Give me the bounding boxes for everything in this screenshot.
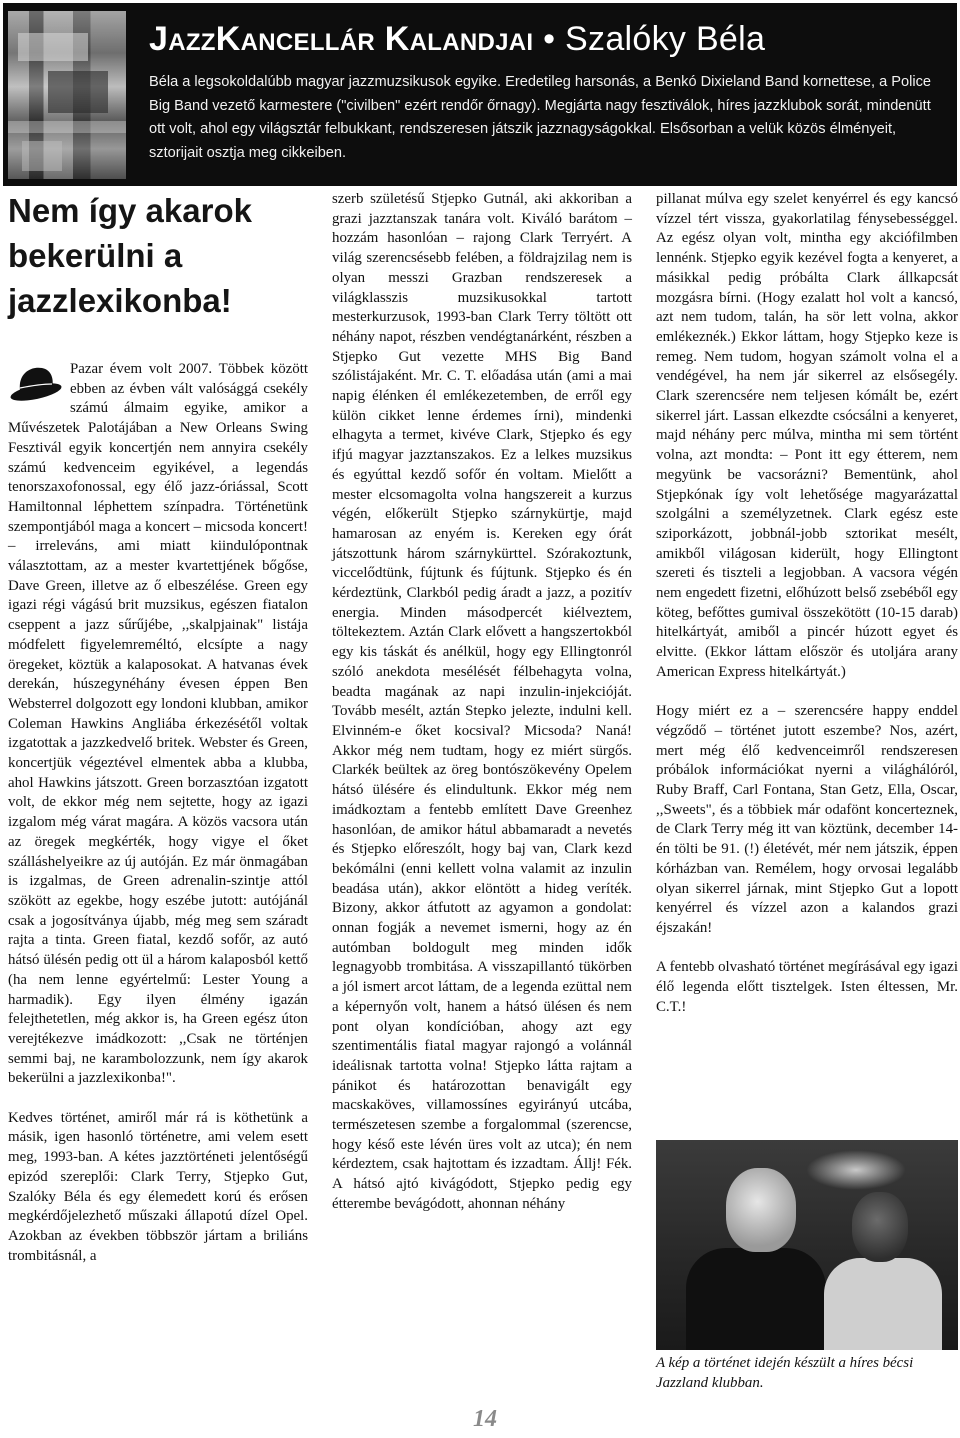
column-1 (8, 360, 308, 1266)
paragraph-2: Kedves történet, amiről már rá is köthetünk a másik, igen hasonló történetre, ami velem esett meg, 1993-ban. A kétes jazztörténeti jelentőségű epizód szereplői: Clark Terry, Stjepko Gut, Szalóky Béla és egy élemedett korú és erősen megkérdőjelezhető műszaki állapotú dízel Opel. Azokban az években többször jártam a briliáns trombitásnál, a (8, 1109, 308, 1264)
paragraph-1 (8, 360, 308, 1089)
paragraph-2-end: pillanat múlva egy szelet kenyérrel és egy kancsó vízzel tért vissza, gyakorlatilag fénysebességgel. Az egész olyan volt, mintha egy akciófilmben lennénk. Stjepko egyik kezével fogta a kenyeret, a másikkal pedig próbálta Clark állkapcsát mozgásra bírni. (Hogy ezalatt hol volt a kancsó, azt nem tudom, talán, ha sör lett volna, akkor emlékeznék.) Ekkor láttam, hogy Stjepko keze is remeg. Nem tudom, hogyan számolt volna el a vendégével, ha nem jár sikerrel az elsősegély. Clark szerencsére nem teljesen kómált be, ezért sikerrel járt. Lassan elkezdte csócsálni a kenyeret, majd néhány perc múlva, mintha mi sem történt volna, azt mondta: – Pont itt egy étterem, nem megyünk be vacsorázni? Bementünk, ahol Stjepkónak így volt lehetősége magyarázattal szolgálni a személyzetnek. Clark egész este sziporkázott, jobbnál-jobb sztorikat mesélt, amikből világosan kiderült, hogy Ellingtont szereti és tiszteli a legjobban. A vacsora végén nem engedett fizetni, előhúzott belső zsebéből egy köteg, befőttes gumival összekötött (10-15 darab) hitelkártyát, amiből a pincér húzott egyet és elvitte. (Ekkor láttam először és utoljára arany American Express hitelkártyát.) (656, 191, 958, 680)
author-name: Szalóky Béla (565, 20, 766, 58)
paragraph-2-cont: szerb születésű Stjepko Gutnál, aki akkoriban a grazi jazztanszak tanára volt. Kiváló barátom – hozzám hasonlóan – rajong Clark Terryért. A világ szerencsésebb felében, a földrajzilag nem is olyan messzi Grazban rendszeresek a világklasszis muzsikusokkal tartott mesterkurzusok, 1993-ban Clark Terry töltött ott néhány napot, részben vendégtanárként, részben a Stjepko Gut vezette MHS Big Band szólistájaként. Mr. C. T. előadása után (ami a mai napig élénken él emlékezetemben, de erről egy külön cikket lenne érdemes írni), mindenki elhagyta a termet, kivéve Clark, Stjepko és egy ifjú magyar jazztanszakos. Ez a lelkes muzsikus és egyúttal kezdő sofőr én voltam. Mielőtt a mester elcsomagolta volna hangszereit a kurzus végén, előkerült Stjepko szárnykürtje, majd hamarosan az enyém is. Kereken egy órát játszottunk három szárnykürttel. Szórakoztunk, viccelődtünk, fújtunk és fújtunk. Stjepko és én kérdeztünk, Clarkból pedig áradt a jazz, a pozitív energia. Minden másodpercét kiélveztem, töltekeztem. Aztán Clark elővett a hangszertokból egy kis táskát és anélkül, hogy egy Ellingtonról szóló anekdota mesélését félbehagyta volna, beadta magának az napi inzulin-injekcióját. Tovább mesélt, aztán Stepko jelezte, indulni kell. Elvinném-e őket kocsival? Micsoda? Naná! Akkor még nem tudtam, hogy ez miért sürgős. Clarkék beültek az öreg bontószökevény Opelem hátsó ülésére és elindultunk. Ekkor még nem imádkoztam a fentebb említett Dave Greenhez hasonlóan, de amikor hátul abbamaradt a nevetés és Stjepko előreszólt, hogy baj van, Clark kezd bekómálni (enni kellett volna valamit az inzulin beadása után), akkor elöntött a hideg veríték. Bizony, akkor átfutott az agyamon a gondolat: onnan fogják a nevemet ismerni, hogy az én autómban boldogult meg minden idők legnagyobb trombitása. A visszapillantó tükörben a jól ismert arcot láttam, de a legenda ezüttal nem a képernyőn volt, hanem a hátsó ülésen és nem pont olyan kondícióban, ahogy azt egy szentimentális fiatal magyar rajongó a volánnál ideálisnak tartotta volna! Stjepko látta rajtam a pánikot és határozottan benavigált egy macskaköves, villamossínes egyirányú utcába, természetesen szembe a forgalommal (szerencse, hogy késő este lévén üres volt az utca); én nem kérdeztem, csak hajtottam és izzadtam. Állj! Fék. A hátsó ajtó kivágódott, Stjepko pedig egy étterembe bevágódott, ahonnan néhány (332, 191, 632, 1212)
header-banner (3, 3, 957, 186)
article-title: Nem így akarok bekerülni a jazzlexikonba! (8, 192, 252, 319)
paragraph-4: A fentebb olvasható történet megírásával egy igazi élő legenda előtt tisztelgek. Isten éltessen, Mr. C.T.! (656, 959, 958, 1015)
page-number: 14 (473, 1406, 497, 1432)
column-3 (656, 190, 958, 1018)
photo-caption: A kép a történet idején készült a híres bécsi Jazzland klubban. (656, 1355, 914, 1391)
title-separator: • (533, 20, 566, 58)
hat-icon (8, 362, 64, 402)
paragraph-1-text: Pazar évem volt 2007. Többek között ebben az évben vált valósággá csekély számú álmaim egyike, amikor a Művészetek Palotájában a New Orleans Swing Fesztivál egyik koncertjén nem annyira csekély számú kedvenceim egyikével, a legendás tenorszaxofonossal, egy élő jazz-óriással, Scott Hamiltonnal léphettem színpadra. Történetünk szempontjából maga a koncert – micsoda koncert! – irreleváns, ami miatt kiindulópontnak választottam, az a mester kvartettjének bőgőse, Dave Green, illetve az ő elbeszélése. Green egy igazi régi vágású brit muzsikus, egészen fiatalon cseppent a jazz sűrűjébe, ,,skalpjainak" listája módfelett figyelemreméltó, elcsípte a nagy öregeket, köztük a kalaposokat. A hatvanas évek derekán, húszegynéhány évesen éppen Ben Websterrel dolgozott egy londoni klubban, amikor Coleman Hawkins Angliába érkezésétől voltak izgatottak a jazzkedvelő britek. Webster és Green, koncertjük végeztével elmentek abba a klubba, ahol Hawkins játszott. Green borzasztóan izgatott volt, de ekkor még nem sejtette, hogy az igazi izgalom még várat magára. A közös vacsora után az öregek megkérték, hogy vigye el őket szálláshelyeikre az új autóján. Ez már önmagában is izgalmas, de Green adrenalin-szintje attól szökött az egekbe, hogy eszébe jutott: autójánál csak a jogosítványa újabb, még meg sem száradt rajta a tinta. Green fiatal, kezdő sofőr, az autó hátsó ülésén pedig ott ül a három kalaposból kettő (ha nem lenne egyértelmű: Lester Young a harmadik). Egy ilyen élmény igazán felejthetetlen, még akkor is, ha Green egész úton verejtékezve imádkozott: ,,Csak ne történjen semmi baj, ne karambolozzunk, nem így akarok bekerülni a jazzlexikonba!". (8, 361, 308, 1087)
series-name: JazzKancellár Kalandjai (149, 20, 534, 58)
author-intro: Béla a legsokoldalúbb magyar jazzmuzsikusok egyike. Eredetileg harsonás, a Benkó Dixieland Band kornettese, a Police Big Band vezető karmestere ("civilben" ezért rendőr őrnagy). Megjárta nagy fesztiválok, híres jazzklubok sorát, mindenütt ott volt, ahol egy világsztár felbukkant, rendszeresen játszik jazznagyságokkal. Elsősorban a velük közös élményeit, sztorijait osztja meg cikkeiben. (149, 74, 932, 161)
paragraph-3: Hogy miért ez a – szerencsére happy enddel végződő – történet jutott eszembe? Nos, azért, mert még élő kedvenceimről rendszeresen próbálok információkat nyerni a világhálóról, Ruby Braff, Carl Fontana, Stan Getz, Ella, Oscar, ,,Sweets", és a többiek már odafönt koncerteznek, de Clark Terry még itt van köztünk, december 14-én tölti be 91. (!) életévét, mér nem játszik, éppen kórházban van. Remélem, hogy orvosai legalább olyan sikerrel járnak, mint Stjepko Gut a lopott kenyérrel és vízzel azon a kalandos grazi éjszakán! (656, 703, 958, 936)
column-2 (332, 190, 632, 1215)
author-portrait-image (8, 11, 126, 179)
series-title (149, 19, 765, 59)
jazzland-photo (656, 1140, 958, 1350)
